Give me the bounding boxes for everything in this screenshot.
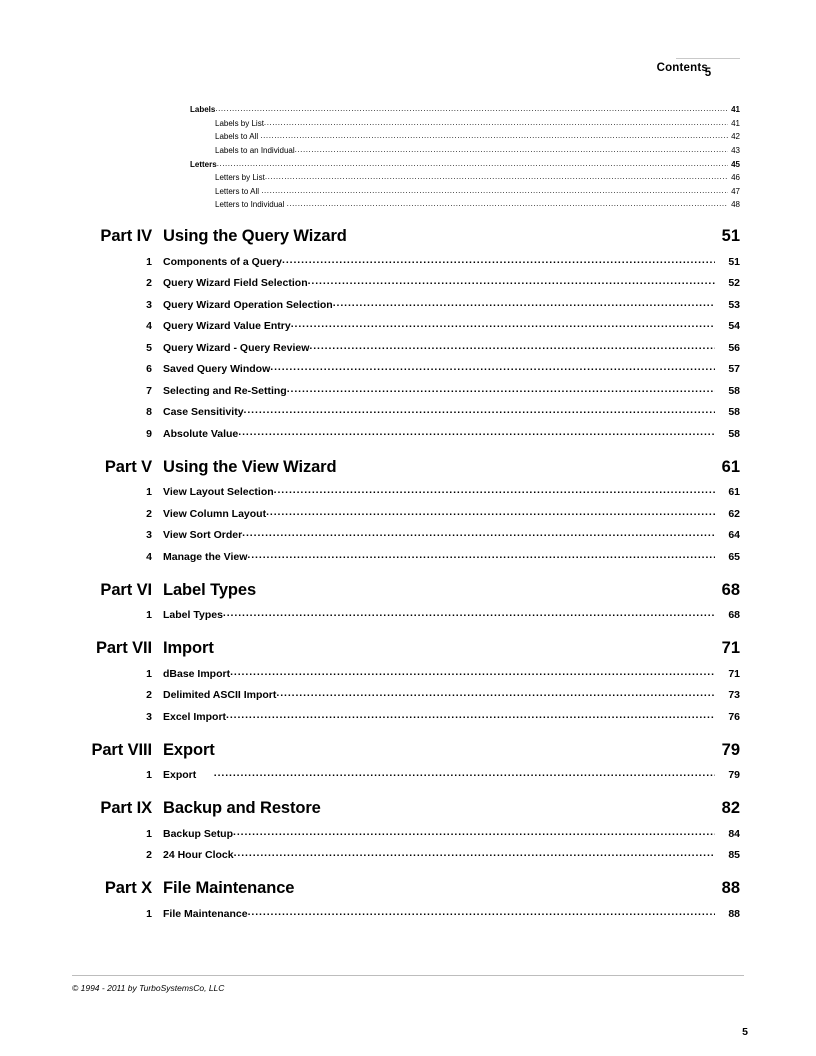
toc-entry-number: 1 [146, 609, 152, 621]
toc-entry-number: 4 [146, 320, 152, 332]
toc-entry-page-number: 58 [728, 406, 740, 418]
toc-entry-row[interactable] [0, 320, 816, 332]
toc-entry-page-number: 88 [721, 879, 740, 897]
toc-entry-title: Labels to an Individual [215, 145, 295, 155]
toc-entry-title: dBase Import [163, 667, 231, 680]
toc-entry-page-number: 56 [728, 341, 740, 354]
toc-entry-number: 1 [146, 769, 152, 781]
toc-entry-row[interactable] [0, 277, 816, 289]
toc-entry-title: Labels by List [215, 118, 264, 128]
toc-entry-title: Query Wizard Field Selection [163, 277, 308, 289]
toc-part-label: Part IX [100, 799, 152, 817]
toc-entry-title: View Column Layout [163, 507, 267, 520]
header-section-label: Contents [656, 62, 708, 74]
toc-leader-dots [295, 145, 728, 154]
toc-entry-title: Using the Query Wizard [163, 227, 347, 245]
page-footer [72, 975, 744, 993]
toc-leader-dots [215, 104, 728, 113]
toc-entry-number: 1 [146, 907, 152, 920]
toc-entry-title: Selecting and Re-Setting [163, 384, 287, 397]
toc-entry-row[interactable] [0, 828, 816, 840]
toc-entry-page-number: 71 [728, 667, 740, 680]
toc-entry-number: 7 [146, 384, 152, 397]
toc-entry-page-number: 73 [728, 689, 740, 701]
toc-leader-dots [238, 426, 715, 438]
toc-entry-row[interactable] [0, 173, 816, 182]
toc-entry-row[interactable] [0, 609, 816, 621]
copyright-notice: © 1994 - 2011 by TurboSystemsCo, LLC [72, 983, 225, 993]
toc-entry-page-number: 52 [728, 277, 740, 289]
toc-leader-dots [248, 906, 715, 918]
toc-entry-row[interactable] [0, 769, 816, 781]
toc-entry-page-number: 65 [728, 550, 740, 563]
toc-leader-dots [266, 506, 715, 518]
toc-entry-page-number: 43 [731, 145, 740, 155]
toc-entry-number: 4 [146, 550, 152, 563]
toc-leader-dots [247, 549, 715, 561]
toc-entry-number: 2 [146, 689, 152, 701]
toc-entry-row[interactable] [0, 363, 816, 375]
toc-leader-dots [214, 767, 715, 779]
toc-entry-number: 5 [146, 341, 152, 354]
toc-entry-number: 3 [146, 298, 152, 311]
toc-entry-row[interactable] [0, 385, 816, 397]
toc-entry-row[interactable] [0, 428, 816, 440]
toc-entry-row[interactable] [0, 689, 816, 701]
toc-entry-page-number: 64 [728, 529, 740, 541]
toc-entry-row[interactable] [0, 486, 816, 498]
toc-entry-number: 6 [146, 363, 152, 375]
toc-entry-row[interactable] [0, 668, 816, 680]
toc-entry-title: Letters to All [215, 186, 262, 196]
toc-leader-dots [265, 172, 728, 181]
toc-part-label: Part VI [100, 580, 152, 599]
toc-entry-title: Labels [190, 105, 216, 114]
toc-entry-row[interactable] [0, 529, 816, 541]
toc-entry-row[interactable] [0, 406, 816, 418]
toc-leader-dots [260, 131, 728, 140]
toc-entry-title: Query Wizard - Query Review [163, 341, 310, 354]
toc-leader-dots [333, 297, 715, 309]
toc-entry-page-number: 79 [728, 769, 740, 781]
toc-entry-title: Backup Setup [163, 827, 234, 840]
toc-leader-dots [233, 826, 715, 838]
toc-entry-title: Query Wizard Value Entry [163, 320, 291, 332]
page-header [0, 58, 816, 84]
toc-part-label: Part V [104, 457, 152, 476]
toc-leader-dots [230, 666, 715, 678]
toc-entry-page-number: 41 [731, 105, 740, 114]
header-page-number: 5 [704, 67, 712, 79]
toc-entry-title: Query Wizard Operation Selection [163, 298, 333, 311]
toc-entry-page-number: 57 [728, 363, 740, 375]
footer-page-number: 5 [742, 1026, 748, 1038]
toc-entry-row[interactable] [0, 342, 816, 354]
toc-entry-row[interactable] [0, 711, 816, 723]
toc-entry-row[interactable] [0, 551, 816, 563]
toc-entry-row[interactable] [0, 132, 816, 141]
toc-entry-title: Letters to Individual [215, 200, 287, 209]
toc-leader-dots [274, 484, 715, 496]
toc-entry-number: 9 [146, 427, 152, 440]
toc-entry-page-number: 42 [731, 132, 740, 141]
toc-entry-title: 24 Hour Clock [163, 849, 234, 861]
toc-entry-title: Components of a Query [163, 255, 283, 268]
toc-entry-page-number: 47 [731, 186, 740, 196]
toc-entry-page-number: 79 [721, 740, 740, 759]
toc-entry-row[interactable] [0, 256, 816, 268]
toc-entry-row[interactable] [0, 908, 816, 920]
toc-entry-number: 1 [146, 667, 152, 680]
toc-part-row[interactable] [0, 458, 816, 477]
toc-entry-page-number: 61 [728, 486, 740, 498]
toc-entry-page-number: 48 [731, 200, 740, 209]
toc-entry-page-number: 45 [731, 159, 740, 169]
toc-entry-page-number: 84 [728, 827, 740, 840]
toc-entry-page-number: 68 [728, 609, 740, 621]
table-of-contents [0, 100, 816, 920]
toc-entry-title: Import [163, 639, 214, 657]
toc-leader-dots [308, 275, 715, 287]
toc-leader-dots [242, 527, 715, 539]
toc-entry-title: Labels to All [215, 132, 261, 141]
toc-leader-dots [287, 199, 728, 208]
toc-entry-row[interactable] [0, 187, 816, 196]
toc-entry-page-number: 88 [728, 907, 740, 920]
toc-part-row[interactable] [0, 879, 816, 898]
toc-entry-page-number: 46 [731, 173, 740, 182]
toc-entry-row[interactable] [0, 508, 816, 520]
toc-entry-page-number: 62 [728, 507, 740, 520]
toc-entry-number: 3 [146, 529, 152, 541]
toc-entry-title: Label Types [163, 609, 223, 621]
toc-entry-page-number: 82 [721, 799, 740, 817]
toc-entry-title: Export [163, 769, 214, 781]
toc-entry-title: Export [163, 740, 215, 759]
toc-entry-title: File Maintenance [163, 907, 248, 920]
toc-part-label: Part IV [100, 227, 152, 245]
toc-entry-row[interactable] [0, 849, 816, 861]
toc-entry-page-number: 61 [721, 457, 740, 476]
toc-part-row[interactable] [0, 741, 816, 760]
toc-entry-row[interactable] [0, 160, 816, 169]
toc-entry-number: 2 [146, 849, 152, 861]
toc-entry-title: Delimited ASCII Import [163, 689, 277, 701]
toc-entry-title: Case Sensitivity [163, 406, 244, 418]
toc-leader-dots [282, 254, 715, 266]
toc-leader-dots [223, 607, 715, 619]
toc-entry-page-number: 71 [721, 639, 740, 657]
toc-leader-dots [261, 186, 728, 195]
toc-part-label: Part X [104, 879, 152, 897]
toc-leader-dots [276, 687, 715, 699]
toc-leader-dots [270, 361, 715, 373]
toc-entry-title: Letters [190, 159, 217, 169]
toc-entry-number: 2 [146, 507, 152, 520]
toc-entry-number: 8 [146, 406, 152, 418]
toc-entry-page-number: 53 [728, 298, 740, 311]
toc-entry-title: Absolute Value [163, 427, 239, 440]
toc-leader-dots [309, 340, 715, 352]
toc-leader-dots [264, 118, 728, 127]
toc-entry-page-number: 85 [728, 849, 740, 861]
toc-part-row[interactable] [0, 581, 816, 600]
toc-entry-number: 3 [146, 710, 152, 723]
toc-leader-dots [234, 847, 715, 859]
toc-entry-page-number: 68 [721, 580, 740, 599]
toc-leader-dots [244, 404, 715, 416]
toc-entry-page-number: 51 [728, 255, 740, 268]
toc-entry-row[interactable] [0, 146, 816, 155]
toc-leader-dots [287, 383, 715, 395]
toc-entry-page-number: 76 [728, 710, 740, 723]
toc-entry-page-number: 41 [731, 118, 740, 128]
toc-entry-page-number: 58 [728, 427, 740, 440]
toc-part-label: Part VII [95, 639, 152, 657]
toc-leader-dots [291, 318, 715, 330]
toc-entry-number: 1 [146, 486, 152, 498]
toc-entry-title: Saved Query Window [163, 363, 271, 375]
toc-entry-row[interactable] [0, 299, 816, 311]
toc-part-row[interactable] [0, 799, 816, 818]
toc-entry-page-number: 54 [728, 320, 740, 332]
toc-entry-title: Excel Import [163, 710, 227, 723]
toc-entry-number: 1 [146, 255, 152, 268]
toc-entry-title: Label Types [163, 580, 257, 599]
toc-entry-row[interactable] [0, 200, 816, 209]
toc-entry-row[interactable] [0, 105, 816, 114]
toc-entry-page-number: 51 [721, 227, 740, 245]
toc-entry-title: Letters by List [215, 173, 265, 182]
toc-entry-title: View Sort Order [163, 529, 243, 541]
toc-part-label: Part VIII [91, 740, 152, 759]
toc-entry-row[interactable] [0, 119, 816, 128]
toc-entry-number: 1 [146, 827, 152, 840]
header-page-number-box [676, 58, 740, 81]
toc-entry-title: View Layout Selection [163, 486, 274, 498]
toc-part-row[interactable] [0, 639, 816, 658]
toc-entry-title: Using the View Wizard [163, 457, 337, 476]
toc-leader-dots [226, 709, 715, 721]
toc-entry-title: File Maintenance [163, 879, 295, 897]
toc-part-row[interactable] [0, 227, 816, 246]
toc-entry-number: 2 [146, 277, 152, 289]
toc-entry-title: Backup and Restore [163, 799, 321, 817]
toc-entry-page-number: 58 [728, 384, 740, 397]
toc-entry-title: Manage the View [163, 550, 248, 563]
toc-leader-dots [217, 159, 728, 168]
